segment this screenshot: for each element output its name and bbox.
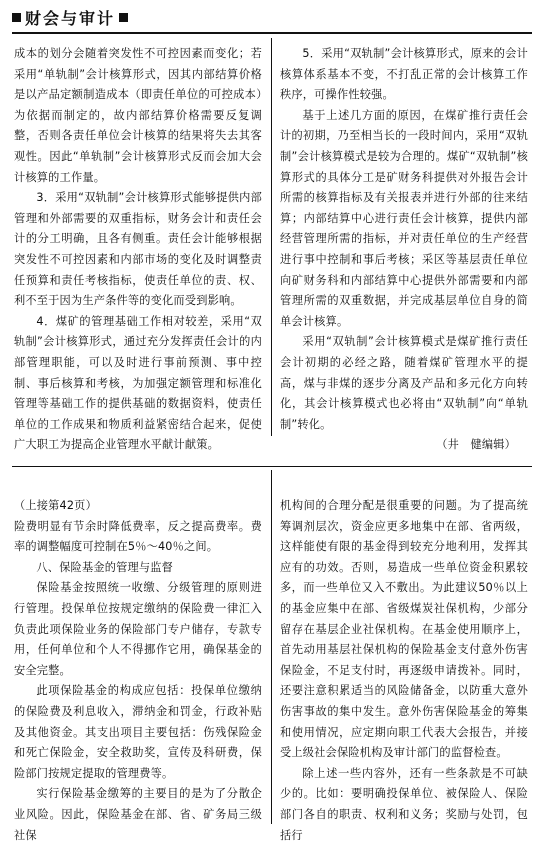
paragraph: 5．采用“双轨制”会计核算形式，原来的会计核算体系基本不变，不打乱正常的会计核算工作秩序，可操作性较强。	[280, 47, 528, 102]
paragraph: 3．采用“双轨制”会计核算形式能够提供内部管理和外部需要的双重指标，财务会计和责任会计的分工明确，且各有侧重。责任会计能够根据突发性不可控因素和内部市场的变化及时调整责任预算和责任考核指标，使责任单位的责、权、利不至于因为生产条件等的变化而受到影响。	[14, 191, 262, 308]
continuation-note: （上接第42页）	[14, 499, 97, 512]
column-divider	[271, 38, 272, 436]
subheading: 八、保险基金的管理与监督	[36, 560, 174, 574]
section-separator	[12, 466, 532, 467]
square-bullet-icon	[119, 13, 128, 22]
section-header	[12, 6, 128, 28]
header-rule	[12, 32, 532, 34]
paragraph: 除上述一些内容外，还有一些条款是不可缺少的。比如：要明确投保单位、被保险人、保险部门各自的职责、权利和义务；奖励与处罚，包括行	[280, 766, 528, 842]
bottom-left-column	[14, 496, 262, 846]
paragraph: 采用“双轨制”会计核算模式是煤矿推行责任会计初期的必经之路，随着煤矿管理水平的提高，煤与非煤的逐步分离及产品和多元化方向转化，其会计核算模式也必将由“双轨制”向“单轨制”转化。	[280, 335, 528, 431]
editor-signature: （井 健编辑）	[436, 438, 516, 452]
square-bullet-icon	[12, 13, 21, 22]
paragraph: 4．煤矿的管理基础工作相对较差，采用“双轨制”会计核算形式，通过充分发挥责任会计的内部管理职能，可以及时进行事前预测、事中控制、事后核算和考核，为加强定额管理和标准化管理等基础工作的提供基础的数据资料，使责任单位的工作成果和物质利益紧密结合起来，促使广大职工为提高企业管理水平献计献策。	[14, 314, 262, 452]
column-divider	[271, 470, 272, 824]
section-title: 财会与审计	[25, 8, 116, 28]
paragraph: 险费明显有节余时降低费率，反之提高费率。费率的调整幅度可控制在5％～40％之间。	[14, 519, 262, 554]
top-right-column	[280, 44, 528, 456]
paragraph: 保险基金按照统一收缴、分级管理的原则进行管理。投保单位按规定缴纳的保险费一律汇入负责此项保险业务的保险部门专户储存，专款专用，任何单位和个人不得挪作它用，确保基金的安全完整。	[14, 581, 262, 677]
paragraph: 实行保险基金缴筹的主要目的是为了分散企业风险。因此，保险基金在部、省、矿务局三级社保	[14, 787, 262, 842]
paragraph: 成本的划分会随着突发性不可控因素而变化；若采用“单轨制”会计核算形式，因其内部结算价格是以产品定额制造成本（即责任单位的可控成本）为依据而制定的，故内部结算价格需要反复调整，否则各责任单位会计核算的结果将失去其客观性。因此“单轨制”会计核算形式反而会加大会计核算的工作量。	[14, 47, 262, 184]
paragraph: 此项保险基金的构成应包括：投保单位缴纳的保险费及利息收入，滞纳金和罚金，行政补贴及其他资金。其支出项目主要包括：伤残保险金和死亡保险金，安全救助奖，宣传及科研费，保险部门按规定提取的管理费等。	[14, 684, 262, 780]
bottom-right-column	[280, 496, 528, 846]
top-left-column	[14, 44, 262, 456]
paragraph: 机构间的合理分配是很重要的问题。为了提高统筹调剂层次，资金应更多地集中在部、省两级，这样能使有限的基金得到较充分地利用，发挥其应有的功效。否则，易造成一些单位资金积累较多，而一些单位又入不敷出。为此建议50％以上的基金应集中在部、省级煤炭社保机构，少部分留存在基层企业社保机构。在基金使用顺序上，首先动用基层社保机构的保险基金支付意外伤害保险金，不足支付时，再逐级申请拨补。同时，还要注意积累适当的风险储备金，以防重大意外伤害事故的集中发生。意外伤害保险基金的筹集和使用情况，应定期向职工代表大会报告，并接受上级社会保险机构及审计部门的监督检查。	[280, 499, 528, 760]
paragraph: 基于上述几方面的原因，在煤矿推行责任会计的初期，乃至相当长的一段时间内，采用“双轨制”会计核算模式是较为合理的。煤矿“双轨制”核算形式的具体分工是矿财务科提供对外报告会计所需的核算指标及有关报表并进行外部的往来结算；内部结算中心进行责任会计核算，提供内部经营管理所需的指标，并对责任单位的生产经营进行事中控制和事后考核；采区等基层责任单位向矿财务科和内部结算中心提供外部需要和内部管理所需的双重数据，并完成基层单位自身的简单会计核算。	[280, 108, 528, 328]
